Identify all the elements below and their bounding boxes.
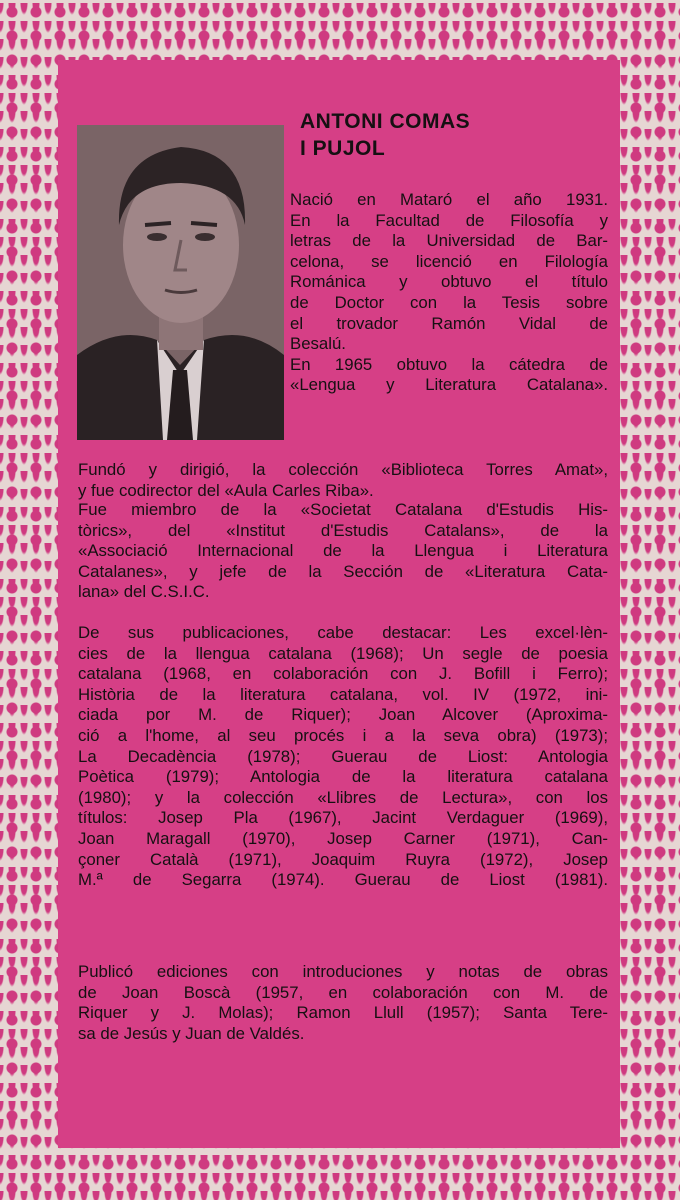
biography-paragraph-publications bbox=[78, 623, 608, 891]
bio-line: Besalú. bbox=[290, 334, 346, 354]
biography-paragraph-memberships bbox=[78, 500, 608, 603]
bio-line: Fue miembro de la «Societat Catalana d'Estudis His- bbox=[78, 500, 608, 519]
bio-line: M.ª de Segarra (1974). Guerau de Liost (1981). bbox=[78, 870, 608, 890]
bio-line: lana» del C.S.I.C. bbox=[78, 582, 210, 602]
biography-intro-paragraph bbox=[290, 190, 608, 396]
author-name-line-2: I PUJOL bbox=[300, 137, 386, 160]
bio-line: ció a l'home, al seu procés i a la seva obra) (1973); bbox=[78, 725, 608, 745]
bio-line: Fundó y dirigió, la colección «Biblioteca Torres Amat», bbox=[78, 460, 608, 479]
bio-line: Catalanes», y jefe de la Sección de «Literatura Cata- bbox=[78, 561, 608, 581]
bio-line: «Associació Internacional de la Llengua i Literatura bbox=[78, 541, 608, 561]
bio-line: de Joan Boscà (1957, en colaboración con M. de bbox=[78, 982, 608, 1002]
biography-paragraph-editions bbox=[78, 962, 608, 1044]
bio-line: En 1965 obtuvo la cátedra de bbox=[290, 354, 608, 374]
author-name-line-1: ANTONI COMAS bbox=[300, 110, 471, 133]
bio-line: y fue codirector del «Aula Carles Riba». bbox=[78, 480, 374, 500]
bio-line: Joan Maragall (1970), Josep Carner (1971), Can- bbox=[78, 828, 608, 848]
bio-line: En la Facultad de Filosofía y bbox=[290, 210, 608, 230]
author-name-heading bbox=[300, 108, 620, 162]
bio-line: títulos: Josep Pla (1967), Jacint Verdaguer (1969), bbox=[78, 808, 608, 828]
bio-line: tòrics», del «Institut d'Estudis Catalans», de la bbox=[78, 520, 608, 540]
bio-line: Riquer y J. Molas); Ramon Llull (1957); Santa Tere- bbox=[78, 1003, 608, 1023]
bio-line: el trovador Ramón Vidal de bbox=[290, 313, 608, 333]
author-portrait-photo bbox=[77, 125, 284, 440]
bio-line: Publicó ediciones con introduciones y notas de obras bbox=[78, 962, 608, 981]
bio-line: La Decadència (1978); Guerau de Liost: Antologia bbox=[78, 746, 608, 766]
bio-line: Poètica (1979); Antologia de la literatura catalana bbox=[78, 767, 608, 787]
bio-line: çoner Català (1971), Joaquim Ruyra (1972), Josep bbox=[78, 849, 608, 869]
bio-line: cies de la llengua catalana (1968); Un segle de poesia bbox=[78, 643, 608, 663]
bio-line: Nació en Mataró el año 1931. bbox=[290, 190, 608, 209]
portrait-illustration bbox=[77, 125, 284, 440]
bio-line: sa de Jesús y Juan de Valdés. bbox=[78, 1023, 305, 1043]
bio-line: De sus publicaciones, cabe destacar: Les excel·lèn- bbox=[78, 623, 608, 642]
bio-line: catalana (1968, en colaboración con J. Bofill i Ferro); bbox=[78, 664, 608, 684]
bio-line: Románica y obtuvo el título bbox=[290, 272, 608, 292]
bio-line: «Lengua y Literatura Catalana». bbox=[290, 375, 608, 395]
bio-line: (1980); y la colección «Llibres de Lectura», con los bbox=[78, 787, 608, 807]
bio-line: celona, se licenció en Filología bbox=[290, 251, 608, 271]
bio-line: letras de la Universidad de Bar- bbox=[290, 231, 608, 251]
bio-line: de Doctor con la Tesis sobre bbox=[290, 292, 608, 312]
bio-line: ciada por M. de Riquer); Joan Alcover (Aproxima- bbox=[78, 705, 608, 725]
biography-paragraph-collections bbox=[78, 460, 608, 501]
bio-line: Història de la literatura catalana, vol. IV (1972, ini- bbox=[78, 684, 608, 704]
